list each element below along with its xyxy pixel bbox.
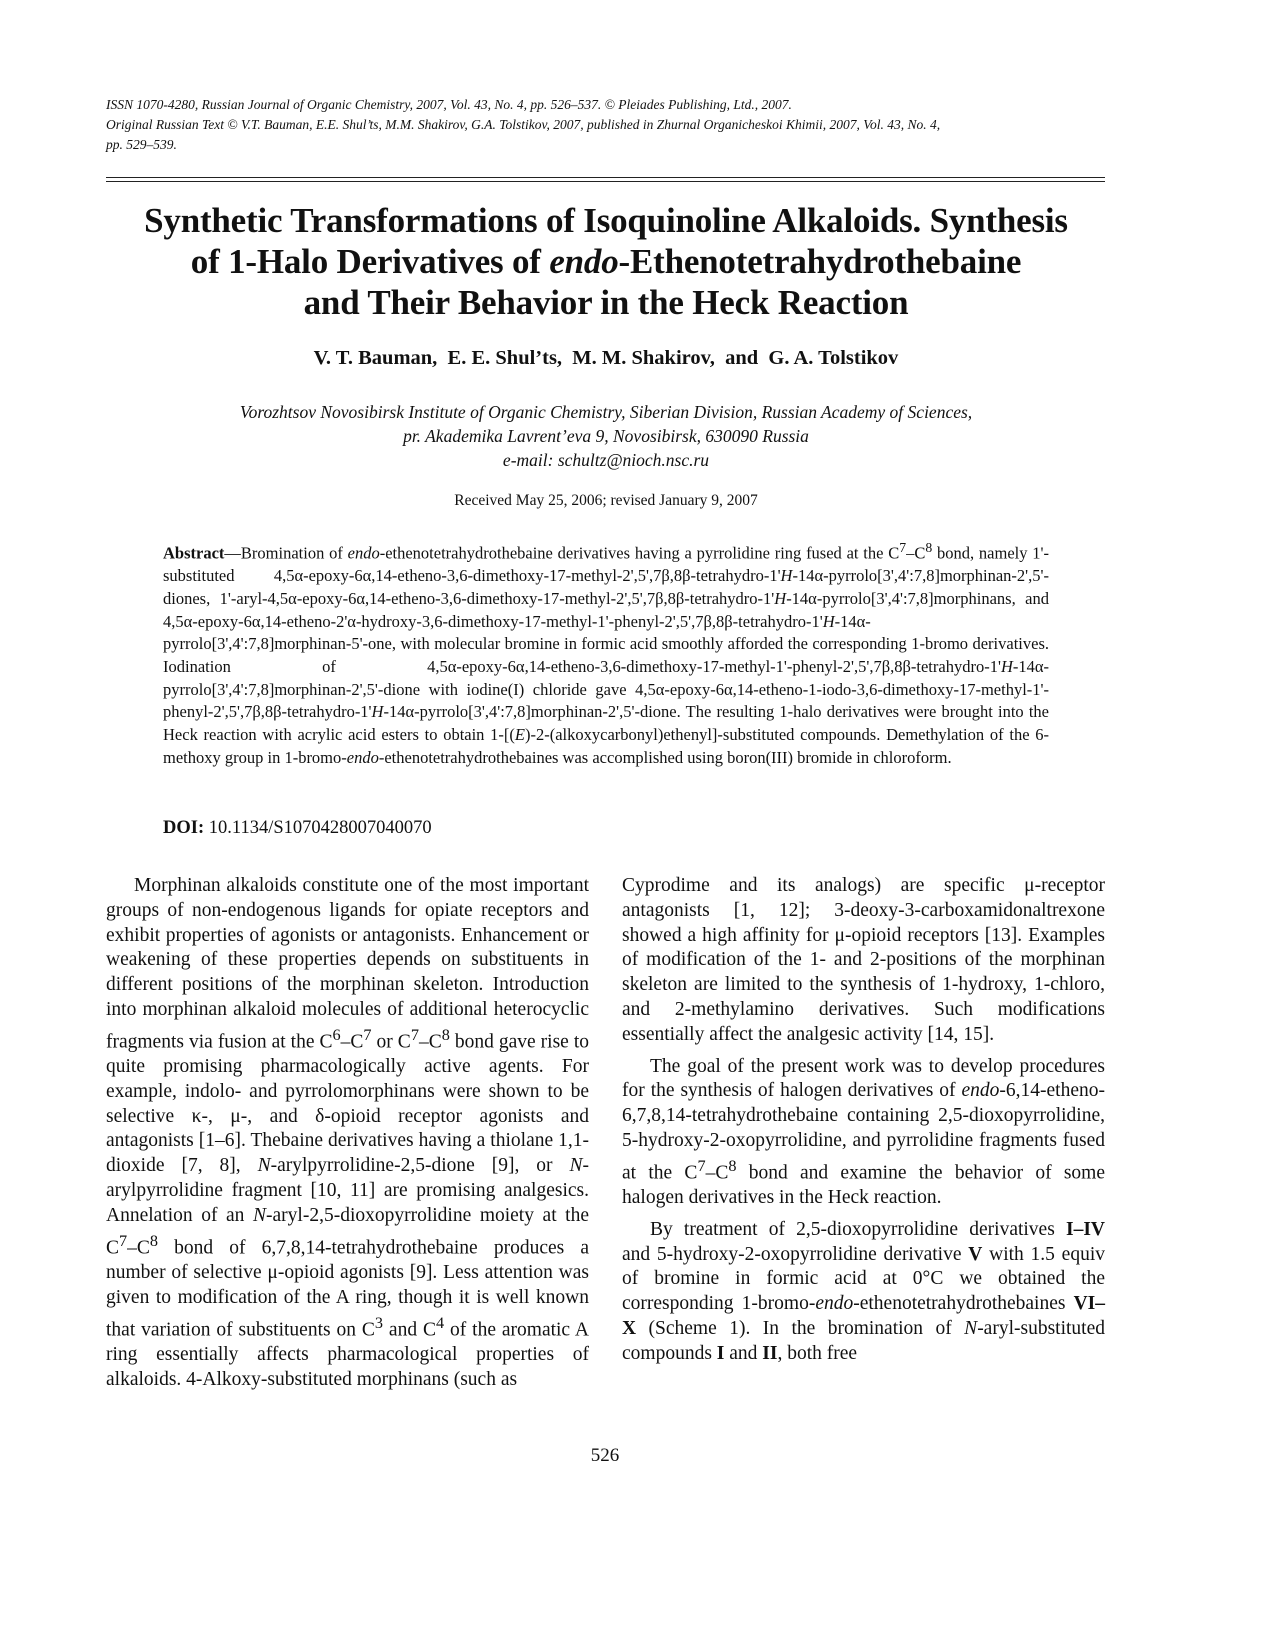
paragraph-goal: The goal of the present work was to develop procedures for the synthesis of halogen derivatives of endo-6,14-etheno-6,7,8,14-tetrahydrothebaine containing 2,5-dioxopyrrolidine, 5-hydroxy-2-oxopyrrolidine, and pyrrolidine fragments fused at the $C^7-C^8$ bond and examine the behavior of some halogen derivatives in the Heck reaction. bbox=[622, 1055, 1106, 1209]
doi-label: DOI: bbox=[163, 818, 205, 838]
header-line-2: Original Russian Text © V.T. Bauman, E.E. Shul’ts, M.M. Shakirov, G.A. Tolstikov, 2007, published in Zhurnal Organicheskoi Khimii, 2007, Vol. 43, No. 4, bbox=[106, 117, 941, 132]
affiliation-email: e-mail: schultz@nioch.nsc.ru bbox=[502, 450, 710, 470]
doi bbox=[163, 818, 432, 839]
received-dates: Received May 25, 2006; revised January 9, 2007 bbox=[454, 492, 758, 509]
doi-link[interactable]: 10.1134/S1070428007040070 bbox=[204, 818, 432, 838]
paragraph-intro: Morphinan alkaloids constitute one of the most important groups of non-endogenous ligands for opiate receptors and exhibit properties of agonists or antagonists. Enhancement or weakening of these properties depends on substituents in different positions of the morphinan skeleton. Introduction into morphinan alkaloid molecules of additional heterocyclic fragments via fusion at the $C^6-C^7$ or $C^7-C^8$ bond gave rise to quite promising pharmacologically active agents. For example, indolo- and pyrrolomorphinans were shown to be selective κ-, μ-, and δ-opioid receptor agonists and antagonists [1–6]. Thebaine derivatives having a thiolane 1,1-dioxide [7, 8], N-arylpyrrolidine-2,5-dione [9], or N-arylpyrrolidine fragment [10, 11] are promising analgesics. Annelation of an N-aryl-2,5-dioxopyrrolidine moiety at the $C^7-C^8$ bond of 6,7,8,14-tetrahydrothebaine produces a number of selective μ-opioid agonists [9]. Less attention was given to modification of the A ring, though it is well known that variation of substituents on $C^3$ and $C^4$ of the aromatic A ring essentially affects pharmacological properties of alkaloids. 4-Alkoxy-substituted morphinans (such as bbox=[106, 875, 590, 1390]
header-rule-top bbox=[106, 177, 1105, 178]
affiliation-line-2: pr. Akademika Lavrent’eva 9, Novosibirsk, 630090 Russia bbox=[403, 426, 809, 446]
header-line-3: pp. 529–539. bbox=[106, 137, 177, 152]
abstract: Abstract—Bromination of endo-ethenotetrahydrothebaine derivatives having a pyrrolidine ring fused at the $C^7-C^8$ bond, namely 1'-substituted 4,5α-epoxy-6α,14-etheno-3,6-dimethoxy-17-methyl-2',5',7β,8β-tetrahydro-1'H-14α-pyrrolo[3',4':7,8]morphinan-2',5'-diones, 1'-aryl-4,5α-epoxy-6α,14-etheno-3,6-dimethoxy-17-methyl-2',5',7β,8β-tetrahydro-1'H-14α-pyrrolo[3',4':7,8]morphinans, and 4,5α-epoxy-6α,14-etheno-2'α-hydroxy-3,6-dimethoxy-17-methyl-1'-phenyl-2',5',7β,8β-tetrahydro-1'H-14α-pyrrolo[3',4':7,8]morphinan-5'-one, with molecular bromine in formic acid smoothly afforded the corresponding 1-bromo derivatives. Iodination of 4,5α-epoxy-6α,14-etheno-3,6-dimethoxy-17-methyl-1'-phenyl-2',5',7β,8β-tetrahydro-1'H-14α-pyrrolo[3',4':7,8]morphinan-2',5'-dione with iodine(I) chloride gave 4,5α-epoxy-6α,14-etheno-1-iodo-3,6-dimethoxy-17-methyl-1'-phenyl-2',5',7β,8β-tetrahydro-1'H-14α-pyrrolo[3',4':7,8]morphinan-2',5'-dione. The resulting 1-halo derivatives were brought into the Heck reaction with acrylic acid esters to obtain 1-[(E)-2-(alkoxycarbonyl)ethenyl]-substituted compounds. Demethylation of the 6-methoxy group in 1-bromo-endo-ethenotetrahydrothebaines was accomplished using boron(III) bromide in chloroform. bbox=[163, 540, 1049, 767]
journal-header bbox=[106, 95, 1106, 155]
header-line-1: ISSN 1070-4280, Russian Journal of Organic Chemistry, 2007, Vol. 43, No. 4, pp. 526–537. © Pleiades Publishing, Ltd., 2007. bbox=[106, 97, 792, 112]
affiliation-line-1: Vorozhtsov Novosibirsk Institute of Organic Chemistry, Siberian Division, Russian Academy of Sciences, bbox=[239, 402, 973, 422]
body-left-column bbox=[106, 874, 589, 1399]
header-rule-bottom bbox=[106, 181, 1105, 182]
authors: V. T. Bauman, E. E. Shul’ts, M. M. Shakirov, and G. A. Tolstikov bbox=[313, 347, 899, 369]
title-line-1: Synthetic Transformations of Isoquinoline Alkaloids. Synthesis bbox=[144, 201, 1068, 240]
paragraph-bromination: By treatment of 2,5-dioxopyrrolidine derivatives I–IV and 5-hydroxy-2-oxopyrrolidine derivative V with 1.5 equiv of bromine in formic acid at 0°C we obtained the corresponding 1-bromo-endo-ethenotetrahydrothebaines VI–X (Scheme 1). In the bromination of N-aryl-substituted compounds I and II, both free bbox=[622, 1218, 1105, 1364]
body-right-column bbox=[622, 874, 1105, 1374]
title-line-2: of 1-Halo Derivatives of endo-Ethenotetrahydrothebaine bbox=[190, 242, 1022, 281]
article-title bbox=[106, 200, 1106, 323]
paragraph-continuation: Cyprodime and its analogs) are specific μ-receptor antagonists [1, 12]; 3-deoxy-3-carboxamidonaltrexone showed a high affinity for μ-opioid receptors [13]. Examples of modification of the 1- and 2-positions of the morphinan skeleton are limited to the synthesis of 1-hydroxy, 1-chloro, and 2-methylamino derivatives. Such modifications essentially affect the analgesic activity [14, 15]. bbox=[622, 875, 1105, 1045]
page-number: 526 bbox=[590, 1445, 620, 1466]
abstract-label: Abstract bbox=[163, 543, 225, 563]
title-line-3: and Their Behavior in the Heck Reaction bbox=[303, 283, 909, 322]
affiliation bbox=[106, 400, 1106, 472]
